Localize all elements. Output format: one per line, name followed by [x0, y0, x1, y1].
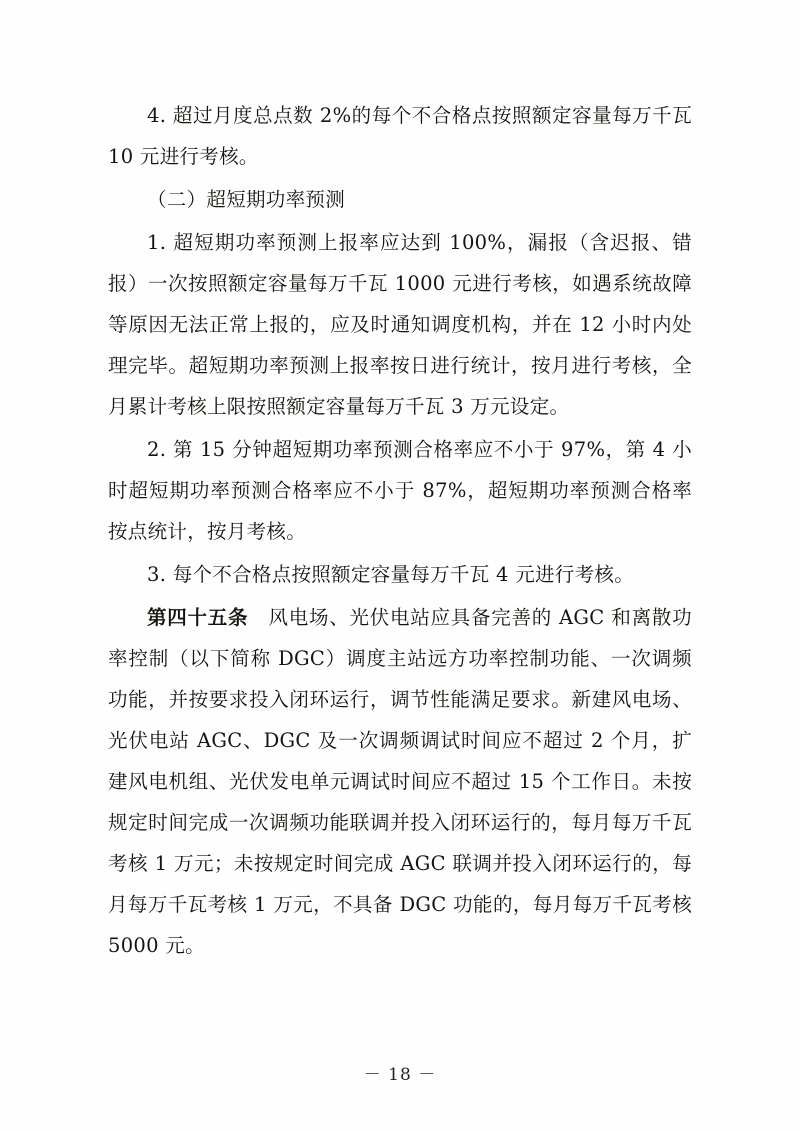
page-number: － 18 － [363, 1065, 437, 1085]
paragraph-item-3: 3. 每个不合格点按照额定容量每万千瓦 4 元进行考核。 [147, 563, 635, 586]
paragraph-item-1: 1. 超短期功率预测上报率应达到 100%，漏报（含迟报、错报）一次按照额定容量每万千瓦 1000 元进行考核，如遇系统故障等原因无法正常上报的，应及时通知调度机构，并在 12 小时内处理完毕。超短期功率预测上报率按日进行统计，按月进行考核，全月累计考核上限按照额定容量每万千瓦 3 万元设定。 [108, 231, 692, 418]
paragraph-section-two-heading: （二）超短期功率预测 [147, 188, 346, 211]
document-body [108, 95, 692, 966]
paragraph-item-4: 4. 超过月度总点数 2%的每个不合格点按照额定容量每万千瓦 10 元进行考核。 [108, 104, 692, 168]
article-45-lead: 第四十五条 [147, 606, 249, 629]
paragraph-article-45 [108, 597, 692, 966]
paragraph-item-2: 2. 第 15 分钟超短期功率预测合格率应不小于 97%，第 4 小时超短期功率预测合格率应不小于 87%，超短期功率预测合格率按点统计，按月考核。 [108, 438, 692, 543]
article-45-text: 风电场、光伏电站应具备完善的 AGC 和离散功率控制（以下简称 DGC）调度主站远方功率控制功能、一次调频功能，并按要求投入闭环运行，调节性能满足要求。新建风电场、光伏电站 AGC、DGC 及一次调频调试时间应不超过 2 个月，扩建风电机组、光伏发电单元调试时间应不超过 15 个工作日。未按规定时间完成一次调频功能联调并投入闭环运行的，每月每万千瓦考核 1 万元；未按规定时间完成 AGC 联调并投入闭环运行的，每月每万千瓦考核 1 万元，不具备 DGC 功能的，每月每万千瓦考核 5000 元。 [108, 606, 692, 957]
page-footer [0, 1060, 800, 1085]
